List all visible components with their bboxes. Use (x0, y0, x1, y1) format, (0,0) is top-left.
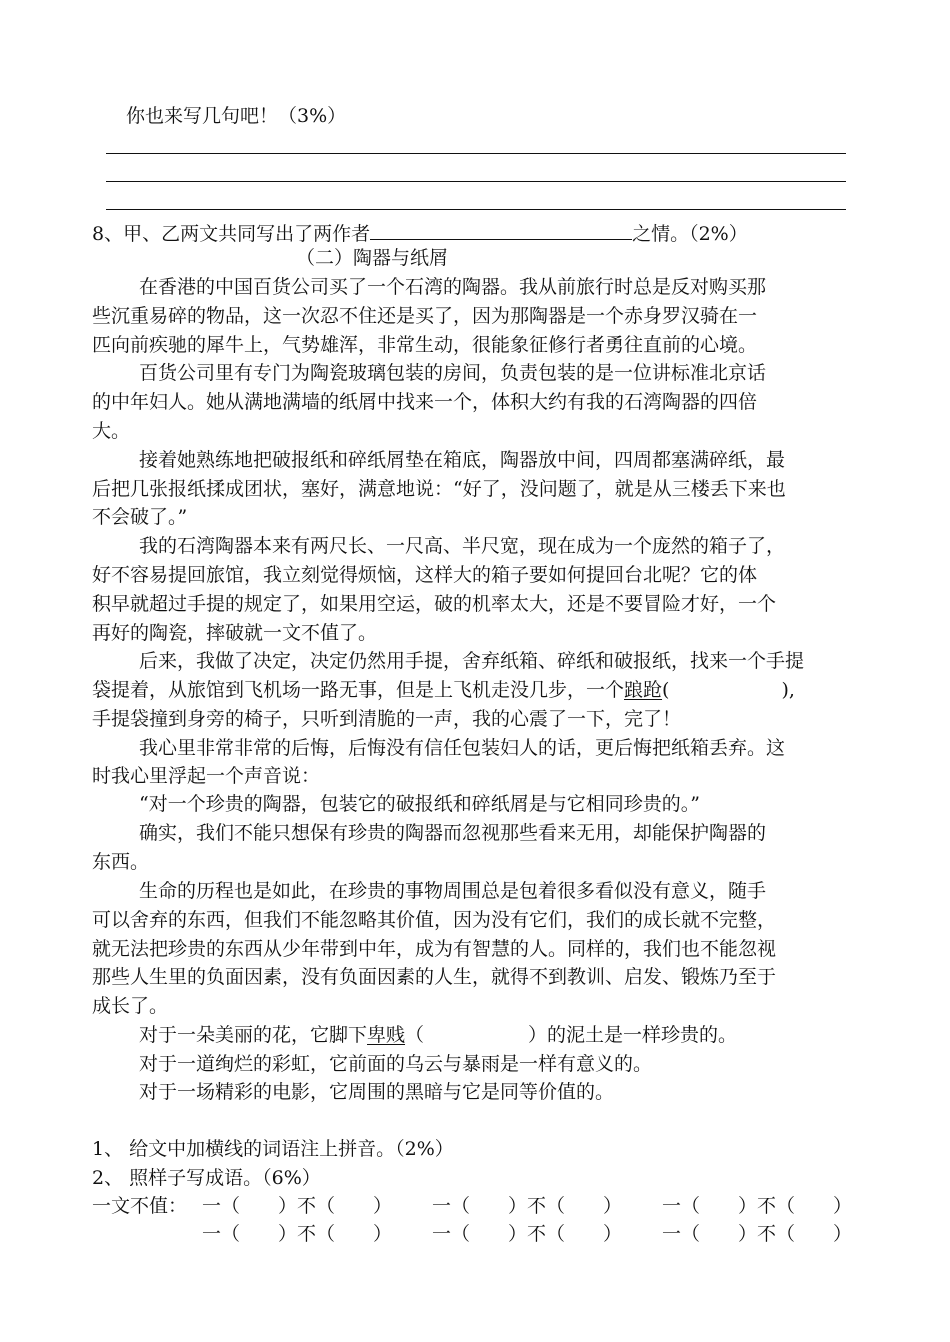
idiom-blank-3[interactable]: 一（ ）不（ ） (662, 1195, 853, 1217)
passage-quote: “对一个珍贵的陶器，包装它的破报纸和碎纸屑是与它相同珍贵的。” (139, 793, 700, 815)
passage-line: 大。 (92, 420, 131, 442)
question-2: 2、 照样子写成语。（6%） (92, 1167, 321, 1189)
passage-line: 些沉重易碎的物品，这一次忍不住还是买了，因为那陶器是一个赤身罗汉骑在一 (92, 305, 758, 327)
passage-line: 东西。 (92, 851, 150, 873)
idiom-example-label: 一文不值： (92, 1195, 188, 1217)
underlined-word-liangqiang: 踉跄 (624, 679, 663, 701)
passage-line: 对于一场精彩的电影，它周围的黑暗与它是同等价值的。 (139, 1081, 615, 1103)
passage-line: 可以舍弃的东西，但我们不能忽略其价值，因为没有它们，我们的成长就不完整， (92, 909, 777, 931)
answer-line-2[interactable] (106, 181, 846, 182)
section-title: （二）陶器与纸屑 (296, 247, 449, 269)
passage-line: 时我心里浮起一个声音说： (92, 765, 321, 787)
idiom-blank-6[interactable]: 一（ ）不（ ） (662, 1223, 853, 1245)
idiom-blank-4[interactable]: 一（ ）不（ ） (202, 1223, 393, 1245)
passage-line (139, 1023, 737, 1047)
idiom-blank-2[interactable]: 一（ ）不（ ） (432, 1195, 623, 1217)
passage-line: 手提袋撞到身旁的椅子，只听到清脆的一声，我的心震了一下，完了！ (92, 708, 682, 730)
passage-line: 后把几张报纸揉成团状，塞好，满意地说：“好了，没问题了，就是从三楼丢下来也 (92, 478, 786, 500)
passage-line: 我的石湾陶器本来有两尺长、一尺高、半尺宽，现在成为一个庞然的箱子了， (139, 535, 786, 557)
passage-line: 好不容易提回旅馆，我立刻觉得烦恼，这样大的箱子要如何提回台北呢？它的体 (92, 564, 758, 586)
answer-line-3[interactable] (106, 209, 846, 210)
q8-answer-blank[interactable] (370, 219, 632, 240)
question-1: 1、 给文中加横线的词语注上拼音。（2%） (92, 1138, 454, 1160)
passage-line: 我心里非常非常的后悔，后悔没有信任包装妇人的话，更后悔把纸箱丢弃。这 (139, 737, 786, 759)
open-paren: （ (405, 1024, 425, 1046)
passage-line (92, 678, 795, 702)
passage-line: 后来，我做了决定，决定仍然用手提，舍弃纸箱、碎纸和破报纸，找来一个手提 (139, 650, 805, 672)
underlined-word-beijian: 卑贱 (367, 1024, 406, 1046)
q8-question (92, 219, 748, 246)
passage-text: ）的泥土是一样珍贵的。 (528, 1024, 738, 1046)
idiom-blank-1[interactable]: 一（ ）不（ ） (202, 1195, 393, 1217)
passage-line: 对于一道绚烂的彩虹，它前面的乌云与暴雨是一样有意义的。 (139, 1053, 653, 1075)
passage-text: 对于一朵美丽的花，它脚下 (139, 1024, 368, 1046)
passage-line: 就无法把珍贵的东西从少年带到中年，成为有智慧的人。同样的，我们也不能忽视 (92, 938, 777, 960)
q8-suffix: 之情。（2%） (632, 223, 748, 245)
passage-line: 匹向前疾驰的犀牛上，气势雄浑，非常生动，很能象征修行者勇往直前的心境。 (92, 334, 758, 356)
answer-line-1[interactable] (106, 153, 846, 154)
passage-line: 不会破了。” (92, 506, 188, 528)
q7-prompt: 你也来写几句吧！（3%） (126, 105, 347, 127)
q8-prefix: 8、甲、乙两文共同写出了两作者 (92, 223, 371, 245)
passage-line: 积早就超过手提的规定了，如果用空运，破的机率太大，还是不要冒险才好，一个 (92, 593, 777, 615)
passage-line: 再好的陶瓷，摔破就一文不值了。 (92, 622, 378, 644)
passage-line: 百货公司里有专门为陶瓷玻璃包装的房间，负责包装的是一位讲标准北京话 (139, 362, 767, 384)
open-paren: ( (662, 679, 670, 701)
passage-line: 那些人生里的负面因素，没有负面因素的人生，就得不到教训、启发、锻炼乃至于 (92, 966, 777, 988)
passage-line: 成长了。 (92, 995, 169, 1017)
idiom-blank-5[interactable]: 一（ ）不（ ） (432, 1223, 623, 1245)
close-paren: ), (781, 679, 795, 701)
passage-line: 接着她熟练地把破报纸和碎纸屑垫在箱底，陶器放中间，四周都塞满碎纸，最 (139, 449, 786, 471)
passage-line: 生命的历程也是如此，在珍贵的事物周围总是包着很多看似没有意义，随手 (139, 880, 767, 902)
passage-line: 的中年妇人。她从满地满墙的纸屑中找来一个，体积大约有我的石湾陶器的四倍 (92, 391, 758, 413)
passage-line: 在香港的中国百货公司买了一个石湾的陶器。我从前旅行时总是反对购买那 (139, 276, 767, 298)
passage-line: 确实，我们不能只想保有珍贵的陶器而忽视那些看来无用，却能保护陶器的 (139, 822, 767, 844)
passage-text: 袋提着，从旅馆到飞机场一路无事，但是上飞机走没几步，一个 (92, 679, 625, 701)
